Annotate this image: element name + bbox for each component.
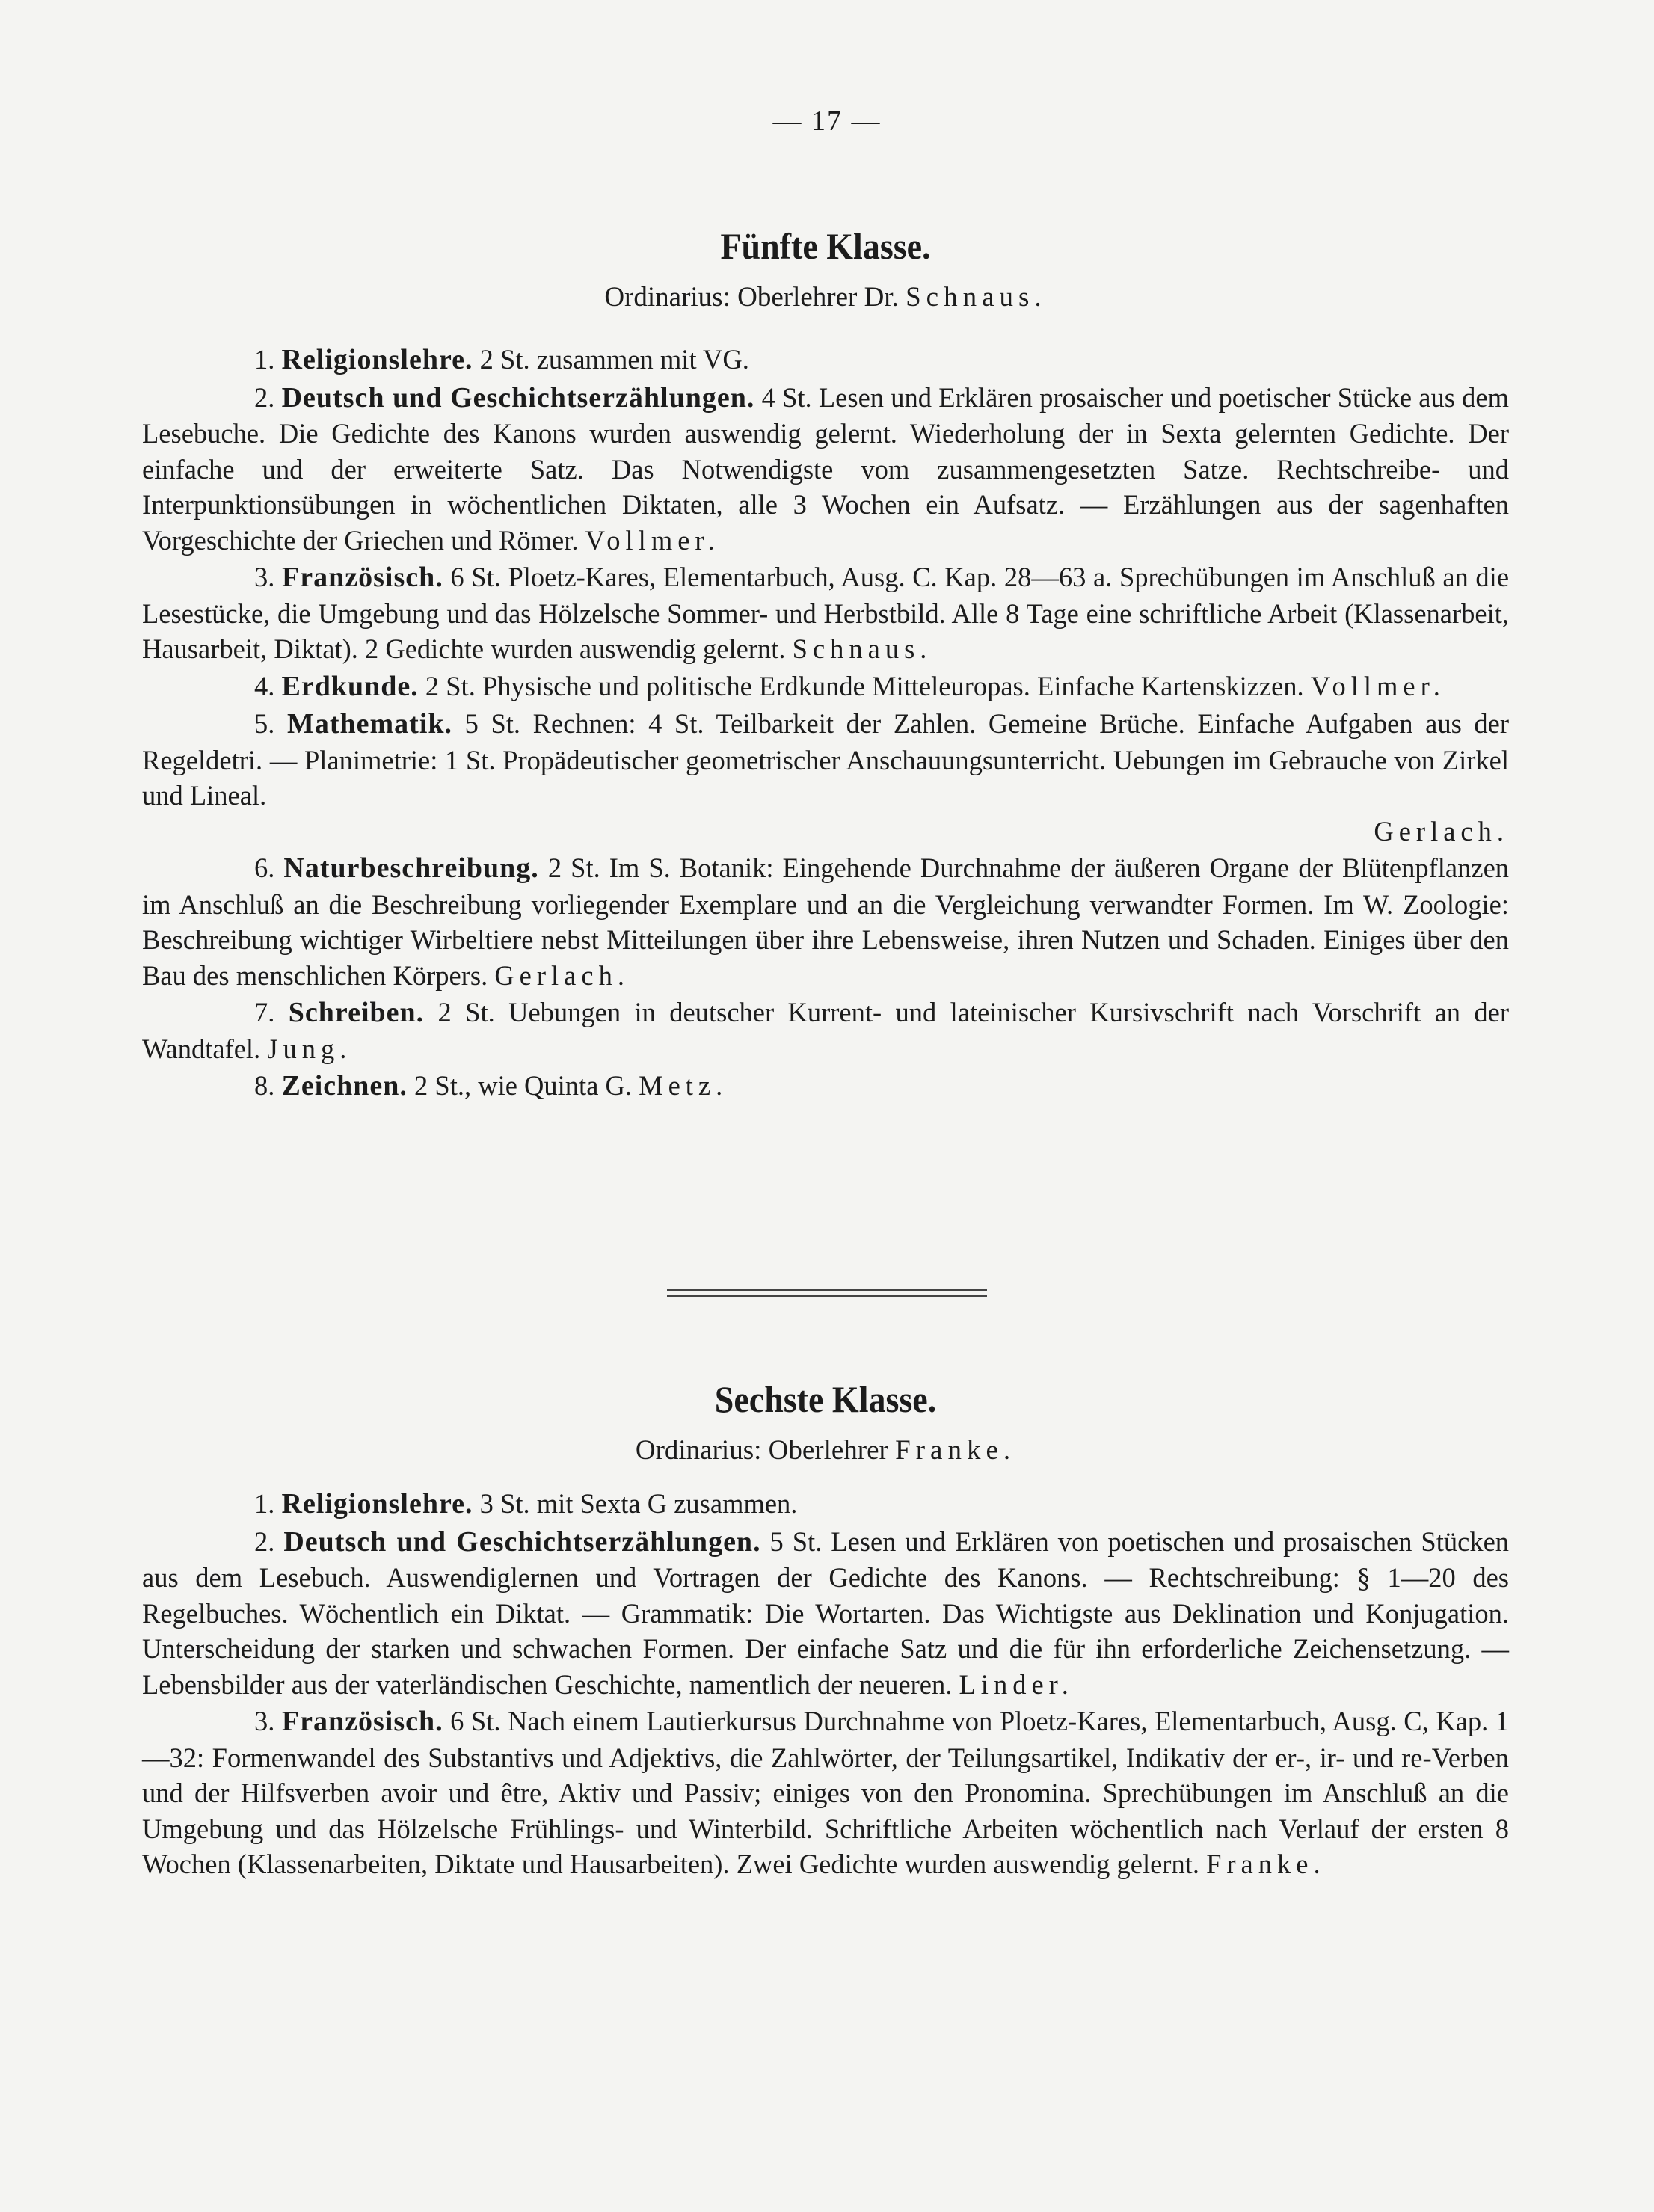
subject-text: 4 St. Lesen und Erklären prosaischer und poetischer Stücke aus dem Lesebuche. Die Gedichte des Kanons wurden auswendig gelernt. Wiederholung der in Sexta gelernten Gedichte. Der einfache und der erweiterte Satz. Das Notwendigste vom zusammengesetzten Satze. Rechtschreibe- und Interpunktionsübungen in wöchentlichen Diktaten, alle 3 Wochen ein Aufsatz. — Erzählungen aus der sagenhaften Vorgeschichte der Griechen und Römer. <box>142 381 1510 556</box>
teacher-line <box>142 814 1509 850</box>
entry-number: 2. <box>254 381 275 413</box>
teacher-name: Linder. <box>959 1668 1074 1700</box>
subject-entry <box>142 1703 1509 1882</box>
subject-name: Mathematik. <box>286 708 453 740</box>
subject-text: 6 St. Nach einem Lautierkursus Durchnahme von Ploetz-Kares, Elementarbuch, Ausg. C, Kap. 1—32: Formenwandel des Substantivs und Adjektivs, die Zahlwörter, der Teilungsartikel, Indikativ der er-, ir- und re-Verben und der Hilfsverben avoir und être, Aktiv und Passiv; einiges von den Pronomina. Sprechübungen im Anschluß an die Umgebung und das Hölzelsche Frühlings- und Winterbild. Schriftliche Arbeiten wöchentlich nach Verlauf der ersten 8 Wochen (Klassenarbeiten, Diktate und Hausarbeiten). Zwei Gedichte wurden auswendig gelernt. <box>142 1706 1509 1879</box>
subject-list <box>142 1486 1509 1882</box>
subject-text: 2 St. Im S. Botanik: Eingehende Durchnahme der äußeren Organe der Blütenpflanzen im Anschluß an die Beschreibung vorliegender Exemplare und an die Vergleichung verwandter Formen. Im W. Zoologie: Beschreibung wichtiger Wirbeltiere nebst Mitteilungen über ihre Lebensweise, ihren Nutzen und Schaden. Einiges über den Bau des menschlichen Körpers. <box>142 852 1510 991</box>
subject-entry <box>142 559 1509 667</box>
section-fuenfte-klasse <box>142 224 1509 1106</box>
subject-entry <box>142 995 1509 1066</box>
ordinarius-label: Ordinarius: Oberlehrer <box>635 1435 888 1466</box>
subject-name: Zeichnen. <box>281 1070 408 1102</box>
entry-number: 6. <box>254 852 275 883</box>
subject-entry <box>142 1486 1509 1523</box>
subject-name: Religionslehre. <box>281 1488 473 1520</box>
teacher-name: Schnaus. <box>792 633 932 664</box>
ordinarius-label: Ordinarius: Oberlehrer Dr. <box>604 282 899 313</box>
section-title: Fünfte Klasse. <box>720 225 931 267</box>
entry-number: 3. <box>254 1706 275 1736</box>
section-title: Sechste Klasse. <box>714 1378 937 1420</box>
subject-entry <box>142 850 1509 993</box>
teacher-name: Metz. <box>639 1070 728 1101</box>
subject-name: Religionslehre. <box>281 344 473 375</box>
subject-entry <box>142 1068 1509 1105</box>
ordinarius-name: Schnaus. <box>906 282 1047 313</box>
subject-text: 2 St., wie Quinta G. <box>414 1070 632 1101</box>
subject-name: Schreiben. <box>288 997 425 1028</box>
entry-number: 1. <box>254 1488 275 1519</box>
subject-name: Deutsch und Geschichtserzählungen. <box>283 1526 761 1558</box>
subject-text: 6 St. Ploetz-Kares, Elementarbuch, Ausg. C. Kap. 28—63 a. Sprechübungen im Anschluß an die Lesestücke, die Umgebung und das Hölzelsche Sommer- und Herbstbild. Alle 8 Tage eine schriftliche Arbeit (Klassenarbeit, Hausarbeit, Diktat). 2 Gedichte wurden auswendig gelernt. <box>142 562 1510 664</box>
subject-list <box>142 342 1509 1105</box>
section-divider <box>667 1289 987 1297</box>
section-sechste-klasse <box>142 1377 1509 1884</box>
teacher-name: Jung. <box>267 1033 352 1064</box>
subject-name: Französisch. <box>282 562 443 593</box>
teacher-name: Gerlach. <box>494 959 630 991</box>
subject-name: Französisch. <box>281 1706 443 1737</box>
entry-number: 8. <box>254 1070 275 1101</box>
subject-entry <box>142 1524 1509 1703</box>
subject-entry <box>142 380 1509 559</box>
ordinarius-line <box>142 281 1509 313</box>
subject-text: 2 St. Uebungen in deutscher Kurrent- und lateinischer Kursivschrift nach Vorschrift an der Wandtafel. <box>142 997 1510 1064</box>
entry-number: 4. <box>254 670 275 701</box>
subject-name: Erdkunde. <box>281 670 419 702</box>
subject-entry <box>142 342 1509 378</box>
subject-text: 5 St. Rechnen: 4 St. Teilbarkeit der Zahlen. Gemeine Brüche. Einfache Aufgaben aus der Regeldetri. — Planimetrie: 1 St. Propädeutischer geometrischer Anschauungsunterricht. Uebungen im Gebrauche von Zirkel und Lineal. <box>142 708 1510 811</box>
subject-text: 2 St. zusammen mit VG. <box>479 344 749 375</box>
subject-text: 3 St. mit Sexta G zusammen. <box>479 1488 798 1519</box>
entry-number: 5. <box>254 708 275 739</box>
subject-name: Naturbeschreibung. <box>283 852 539 884</box>
entry-number: 2. <box>254 1526 275 1557</box>
teacher-name: Franke. <box>1206 1849 1326 1879</box>
teacher-name: Vollmer. <box>1310 670 1445 701</box>
ordinarius-line <box>142 1434 1509 1466</box>
subject-text: 2 St. Physische und politische Erdkunde Mitteleuropas. Einfache Kartenskizzen. <box>425 670 1304 701</box>
entry-number: 7. <box>254 997 275 1027</box>
subject-name: Deutsch und Geschichtserzählungen. <box>281 381 755 414</box>
subject-entry <box>142 669 1509 705</box>
entry-number: 1. <box>254 344 275 375</box>
page-number: — 17 — <box>772 105 882 137</box>
ordinarius-name: Franke. <box>895 1435 1016 1466</box>
subject-text: 5 St. Lesen und Erklären von poetischen und prosaischen Stücken aus dem Lesebuch. Auswendiglernen und Vortragen der Gedichte des Kanons. — Rechtschreibung: § 1—20 des Regelbuches. Wöchentlich ein Diktat. — Grammatik: Die Wortarten. Das Wichtigste aus Deklination und Konjugation. Unterscheidung der starken und schwachen Formen. Der einfache Satz und die für ihn erforderliche Zeichensetzung. — Lebensbilder aus der vaterländischen Geschichte, namentlich der neueren. <box>142 1526 1510 1700</box>
teacher-name: Gerlach. <box>1374 815 1509 847</box>
entry-number: 3. <box>254 562 275 592</box>
teacher-name: Vollmer. <box>585 524 720 556</box>
subject-entry <box>142 706 1509 814</box>
